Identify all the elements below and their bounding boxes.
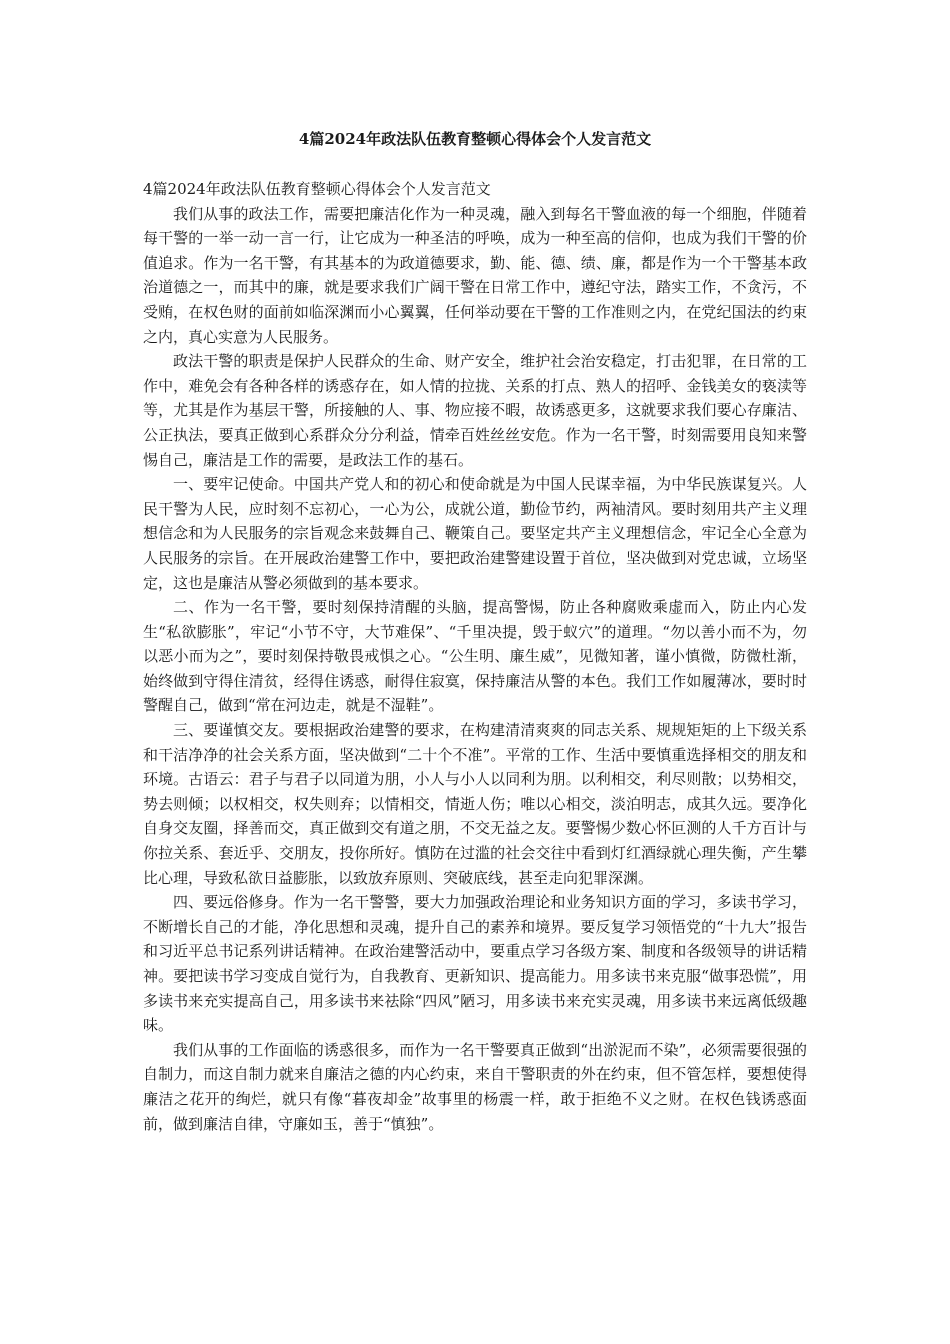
paragraph-7: 我们从事的工作面临的诱惑很多，而作为一名干警要真正做到“出淤泥而不染”，必须需要很强的自制力，而这自制力就来自廉洁之德的内心约束，来自干警职责的外在约束，但不管怎样，要想使得廉洁之花开的绚烂，就只有像“暮夜却金”故事里的杨震一样，敢于拒绝不义之财。在权色钱诱惑面前，做到廉洁自律，守廉如玉，善于“慎独”。	[143, 1040, 807, 1133]
paragraph-5: 三、要谨慎交友。要根据政治建警的要求，在构建清清爽爽的同志关系、规规矩矩的上下级关系和干洁净净的社会关系方面，坚决做到“二十个不准”。平常的工作、生活中要慎重选择相交的朋友和环境。古语云：君子与君子以同道为朋，小人与小人以同利为朋。以利相交，利尽则散；以势相交，势去则倾；以权相交，权失则弃；以情相交，情逝人伤；唯以心相交，淡泊明志，成其久远。要净化自身交友圈，择善而交，真正做到交有道之朋，不交无益之友。要警惕少数心怀叵测的人千方百计与你拉关系、套近乎、交朋友，投你所好。慎防在过滥的社会交往中看到灯红酒绿就心理失衡，产生攀比心理，导致私欲日益膨胀，以致放弃原则、突破底线，甚至走向犯罪深渊。	[143, 721, 807, 887]
paragraph-3: 一、要牢记使命。中国共产党人和的初心和使命就是为中国人民谋幸福，为中华民族谋复兴。人民干警为人民，应时刻不忘初心，一心为公，成就公道，勤俭节约，两袖清风。要时刻用共产主义理想信念和为人民服务的宗旨观念来鼓舞自己、鞭策自己。要坚定共产主义理想信念，牢记全心全意为人民服务的宗旨。在开展政治建警工作中，要把政治建警建设置于首位，坚决做到对党忠诚，立场坚定，这也是廉洁从警必须做到的基本要求。	[143, 475, 807, 592]
paragraph-2: 政法干警的职责是保护人民群众的生命、财产安全，维护社会治安稳定，打击犯罪，在日常的工作中，难免会有各种各样的诱惑存在，如人情的拉拢、关系的打点、熟人的招呼、金钱美女的亵渎等等，尤其是作为基层干警，所接触的人、事、物应接不暇，故诱惑更多，这就要求我们要心存廉洁、公正执法，要真正做到心系群众分分利益，情牵百姓丝丝安危。作为一名干警，时刻需要用良知来警惕自己，廉洁是工作的需要，是政法工作的基石。	[143, 352, 807, 469]
document-subtitle: 4篇2024年政法队伍教育整顿心得体会个人发言范文	[143, 180, 491, 198]
paragraph-1: 我们从事的政法工作，需要把廉洁化作为一种灵魂，融入到每名干警血液的每一个细胞，伴随着每干警的一举一动一言一行，让它成为一种圣洁的呼唤，成为一种至高的信仰，也成为我们干警的价值追求。作为一名干警，有其基本的为政道德要求，勤、能、德、绩、廉，都是作为一个干警基本政治道德之一，而其中的廉，就是要求我们广阔干警在日常工作中，遵纪守法，踏实工作，不贪污，不受贿，在权色财的面前如临深渊而小心翼翼，任何举动要在干警的工作准则之内，在党纪国法的约束之内，真心实意为人民服务。	[143, 204, 807, 346]
paragraph-4: 二、作为一名干警，要时刻保持清醒的头脑，提高警惕，防止各种腐败乘虚而入，防止内心发生“私欲膨胀”，牢记“小节不守，大节难保”、“千里决提，毁于蚁穴”的道理。“勿以善小而不为，勿以恶小而为之”，要时刻保持敬畏戒惧之心。“公生明、廉生威”，见微知著，谨小慎微，防微杜渐，始终做到守得住清贫，经得住诱惑，耐得住寂寞，保持廉洁从警的本色。我们工作如履薄冰，要时时警醒自己，做到“常在河边走，就是不湿鞋”。	[143, 598, 807, 715]
page-title: 4篇2024年政法队伍教育整顿心得体会个人发言范文	[298, 130, 652, 148]
paragraph-6: 四、要远俗修身。作为一名干警警，要大力加强政治理论和业务知识方面的学习，多读书学习，不断增长自己的才能，净化思想和灵魂，提升自己的素养和境界。要反复学习领悟党的“十九大”报告和习近平总书记系列讲话精神。在政治建警活动中，要重点学习各级方案、制度和各级领导的讲话精神。要把读书学习变成自觉行为，自我教育、更新知识、提高能力。用多读书来克服“做事恐慌”，用多读书来充实提高自己，用多读书来祛除“四风”陋习，用多读书来充实灵魂，用多读书来远离低级趣味。	[143, 893, 807, 1035]
document-body	[143, 177, 807, 1136]
